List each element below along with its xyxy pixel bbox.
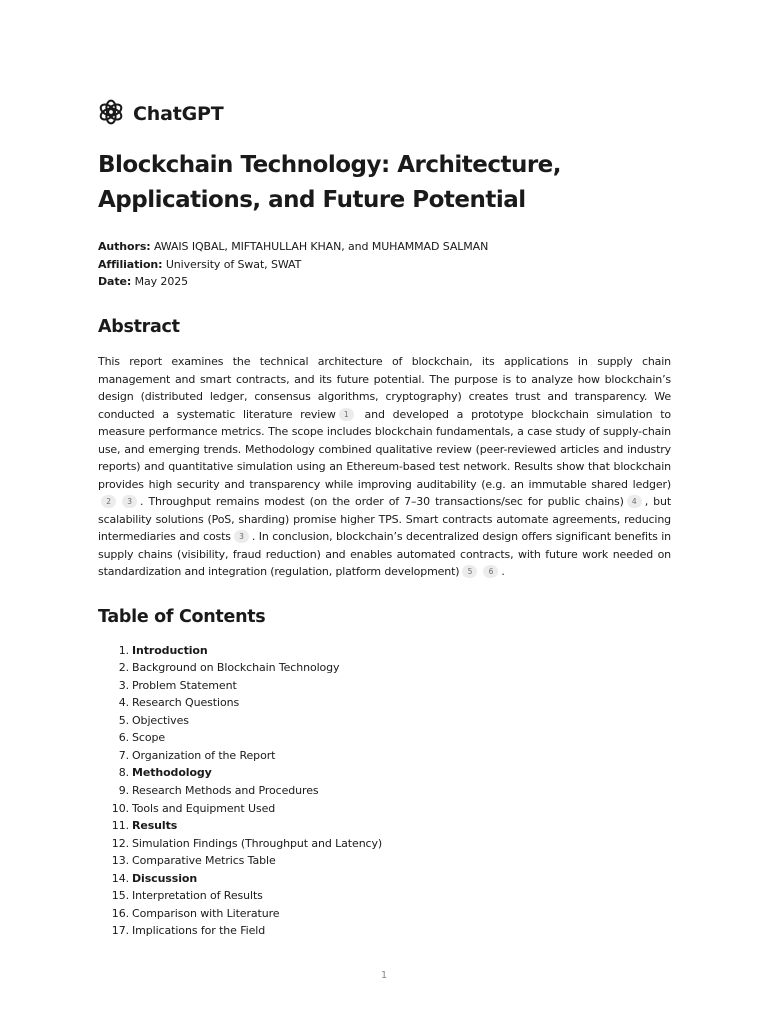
toc-item-number: 7.: [118, 748, 129, 762]
toc-item-label: Tools and Equipment Used: [132, 801, 276, 815]
citation-badge[interactable]: 6: [483, 565, 498, 578]
toc-item[interactable]: [98, 887, 671, 905]
toc-item[interactable]: [98, 835, 671, 853]
toc-item-number: 8.: [118, 766, 129, 780]
abstract-text: . Throughput remains modest (on the order of 7–30 transactions/sec for public chains): [140, 495, 624, 509]
date-value: May 2025: [134, 275, 189, 289]
authors-line: [98, 238, 671, 256]
toc-item-label: Introduction: [132, 643, 208, 657]
toc-item[interactable]: [98, 642, 671, 660]
toc-item-label: Methodology: [132, 766, 212, 780]
affiliation-label: Affiliation:: [98, 257, 163, 271]
toc-item[interactable]: [98, 782, 671, 800]
citation-badge[interactable]: 5: [462, 565, 477, 578]
document-title: Blockchain Technology: Architecture, Applications, and Future Potential: [98, 152, 562, 213]
citation-badge[interactable]: 1: [339, 408, 354, 421]
toc-item-number: 5.: [118, 713, 129, 727]
toc-item-label: Simulation Findings (Throughput and Latency): [132, 836, 383, 850]
toc-item-label: Results: [132, 819, 178, 833]
toc-item-number: 15.: [111, 889, 129, 903]
toc-item[interactable]: [98, 747, 671, 765]
citation-badge[interactable]: 3: [122, 495, 137, 508]
toc-item-number: 10.: [111, 801, 129, 815]
toc-item[interactable]: [98, 712, 671, 730]
toc-item-number: 2.: [118, 661, 129, 675]
toc-item-number: 17.: [111, 924, 129, 938]
toc-item-number: 4.: [118, 696, 129, 710]
toc-item[interactable]: [98, 922, 671, 940]
toc-item[interactable]: [98, 677, 671, 695]
toc-item-number: 14.: [111, 871, 129, 885]
toc-item-label: Background on Blockchain Technology: [132, 661, 340, 675]
affiliation-value: University of Swat, SWAT: [165, 257, 302, 271]
toc-item-label: Implications for the Field: [132, 924, 266, 938]
toc-item[interactable]: [98, 729, 671, 747]
citation-badge[interactable]: 2: [101, 495, 116, 508]
toc-item[interactable]: [98, 694, 671, 712]
toc-item-label: Objectives: [132, 713, 189, 727]
citation-badge[interactable]: 3: [234, 530, 249, 543]
abstract-text: and developed a prototype blockchain simulation to measure performance metrics. The scope includes blockchain fundamentals, a case study of supply-chain use, and emerging trends. Methodology combined qualitative review (peer-reviewed articles and industry reports) and quantitative simulation using an Ethereum-based test network. Results show that blockchain provides high security and transparency while improving auditability (e.g. an immutable shared ledger): [98, 407, 671, 491]
toc-item-number: 9.: [118, 783, 129, 797]
date-line: [98, 273, 671, 291]
affiliation-line: [98, 256, 671, 274]
abstract-body: [98, 353, 671, 581]
toc-item-label: Discussion: [132, 871, 198, 885]
document-page: [98, 100, 671, 940]
page-number: 1: [380, 970, 388, 981]
toc-item[interactable]: [98, 870, 671, 888]
toc-item-number: 6.: [118, 731, 129, 745]
document-meta: [98, 238, 671, 291]
toc-item-number: 13.: [111, 854, 129, 868]
date-label: Date:: [98, 275, 132, 289]
toc-item[interactable]: [98, 852, 671, 870]
toc-item-label: Comparison with Literature: [132, 906, 280, 920]
toc-item-number: 3.: [118, 678, 129, 692]
abstract-text: This report examines the technical architecture of blockchain, its applications in supply chain management and smart contracts, and its future potential. The purpose is to analyze how blockchain’s design (distributed ledger, consensus algorithms, cryptography) creates trust and transparency. We conducted a systematic literature review: [98, 355, 671, 421]
toc-item[interactable]: [98, 659, 671, 677]
abstract-text: , but scalability solutions (PoS, sharding) promise higher TPS. Smart contracts automate agreements, reducing intermediaries and costs: [98, 495, 671, 544]
toc-item-number: 1.: [118, 643, 129, 657]
toc-item-label: Comparative Metrics Table: [132, 854, 276, 868]
authors-label: Authors:: [98, 240, 151, 253]
toc-item-label: Problem Statement: [132, 678, 237, 692]
brand-logo: [98, 100, 671, 128]
toc-heading: Table of Contents: [98, 606, 266, 627]
brand-name: ChatGPT: [133, 103, 224, 125]
toc-item[interactable]: [98, 800, 671, 818]
toc-item[interactable]: [98, 905, 671, 923]
toc-item-label: Organization of the Report: [132, 748, 276, 762]
toc-item[interactable]: [98, 817, 671, 835]
toc-item-label: Research Methods and Procedures: [132, 783, 319, 797]
toc-item-label: Research Questions: [132, 696, 240, 710]
authors-value: AWAIS IQBAL, MIFTAHULLAH KHAN, and MUHAMMAD SALMAN: [153, 240, 489, 253]
openai-logo-icon: [98, 99, 124, 129]
toc-item-number: 11.: [111, 819, 129, 833]
toc-item-label: Scope: [132, 731, 166, 745]
table-of-contents: [98, 642, 671, 940]
toc-item-label: Interpretation of Results: [132, 889, 263, 903]
toc-item[interactable]: [98, 764, 671, 782]
abstract-text: . In conclusion, blockchain’s decentralized design offers significant benefits in supply chains (visibility, fraud reduction) and enables automated contracts, with future work needed on standardization and integration (regulation, platform development): [98, 530, 671, 579]
abstract-text: .: [501, 565, 505, 579]
citation-badge[interactable]: 4: [627, 495, 642, 508]
abstract-heading: Abstract: [98, 317, 180, 338]
toc-item-number: 12.: [111, 836, 129, 850]
toc-item-number: 16.: [111, 906, 129, 920]
